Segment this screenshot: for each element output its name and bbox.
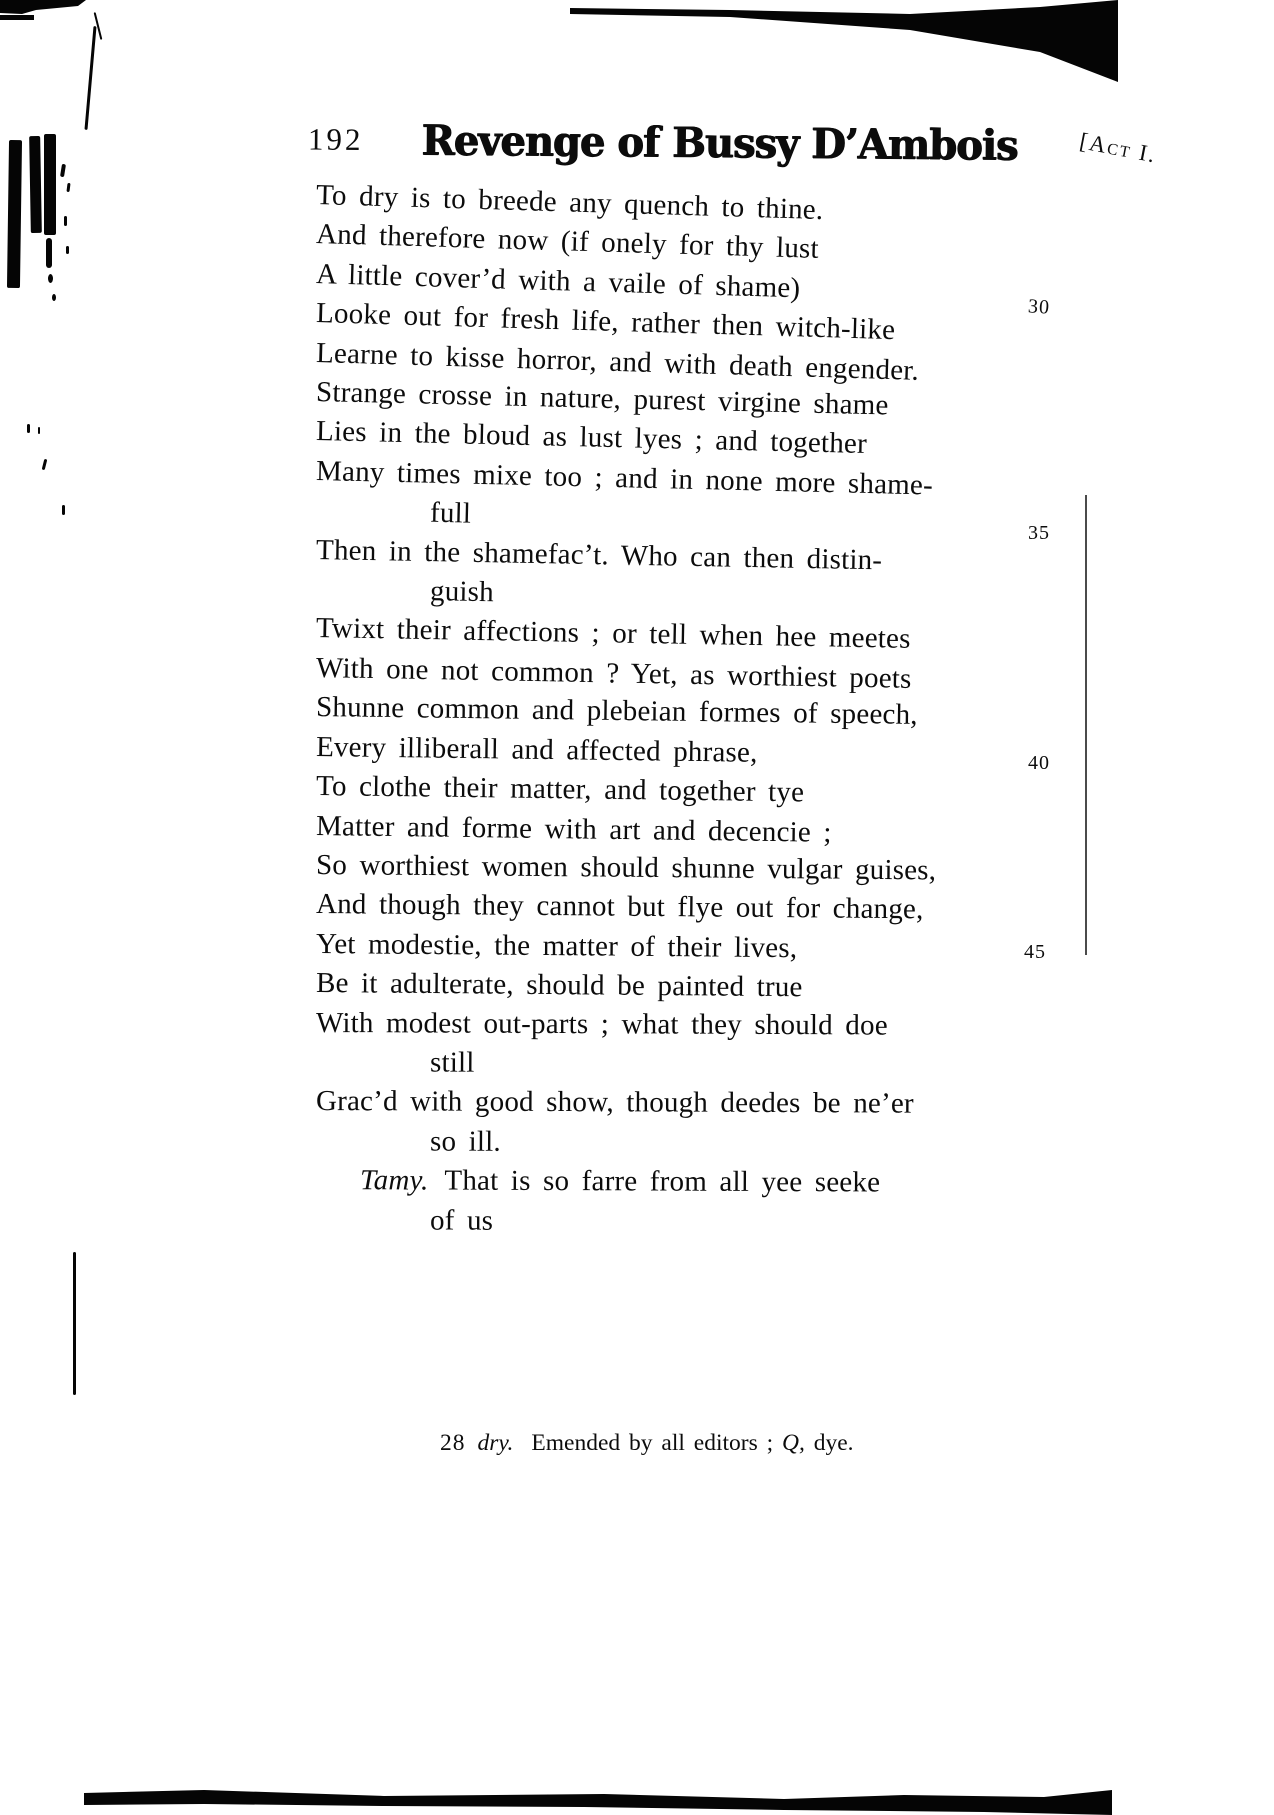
footnote-note: Emended by all editors ;: [531, 1430, 774, 1456]
footnote-line-ref: 28: [440, 1430, 466, 1456]
poem-line: Tamy. That is so farre from all yee seeke: [359, 1164, 881, 1199]
poem-line: still: [429, 1046, 475, 1079]
line-number: 30: [1027, 295, 1051, 319]
ink-speck: [66, 246, 69, 254]
page-number: 192: [307, 121, 364, 157]
poem-line: Looke out for fresh life, rather then witch-like: [315, 297, 896, 347]
poem-line: A little cover’d with a vaile of shame): [315, 257, 801, 305]
ink-speck: [66, 183, 70, 192]
ink-speck: [64, 216, 67, 226]
line-number: 40: [1028, 752, 1050, 774]
ink-speck: [27, 424, 30, 433]
hairline-scratch: [94, 12, 103, 40]
poem-line: With modest out-parts ; what they should doe: [315, 1006, 888, 1042]
poem-line: So worthiest women should shunne vulgar guises,: [315, 848, 937, 887]
footnote-lemma: dry.: [477, 1430, 514, 1456]
running-head: [308, 116, 1068, 170]
footnote-note: dye.: [813, 1430, 854, 1456]
ink-speck: [38, 427, 40, 434]
speaker-name: Tamy.: [359, 1164, 429, 1197]
poem-line: And therefore now (if onely for thy lust: [315, 218, 820, 266]
binding-ink-mark: [46, 238, 52, 268]
poem-line: so ill.: [429, 1125, 501, 1158]
poem-line: of us: [429, 1204, 494, 1237]
poem-line: Shunne common and plebeian formes of speech,: [315, 691, 918, 732]
poem-line: To dry is to breede any quench to thine.: [315, 179, 824, 227]
poem-line: Grac’d with good show, though deedes be ne’er: [315, 1085, 914, 1120]
poem-line: full: [429, 496, 472, 530]
poem-line: Be it adulterate, should be painted true: [315, 967, 803, 1004]
footnote-siglum: Q,: [782, 1430, 805, 1456]
act-label: [Act I.: [1077, 128, 1159, 168]
poem-line: With one not common ? Yet, as worthiest poets: [315, 651, 912, 695]
shadow-wedge-top-right: [570, 0, 1118, 86]
poem-line: Learne to kisse horror, and with death engender.: [315, 336, 920, 387]
poem-line: Twixt their affections ; or tell when hee meetes: [315, 612, 911, 656]
ink-speck: [62, 505, 65, 515]
line-number: 45: [1024, 941, 1046, 963]
line-number: 35: [1028, 522, 1050, 544]
poem-line: And though they cannot but flye out for change,: [315, 888, 924, 926]
ink-speck: [60, 164, 66, 177]
binding-ink-mark: [29, 136, 42, 233]
poem-line: Matter and forme with art and decencie ;: [315, 809, 832, 849]
poem-line: Every illiberall and affected phrase,: [315, 730, 758, 769]
binding-ink-mark: [7, 140, 22, 288]
poem-line: To clothe their matter, and together tye: [315, 770, 805, 809]
poem-line: Lies in the bloud as lust lyes ; and together: [315, 415, 868, 461]
binding-ink-mark: [44, 134, 56, 235]
ink-speck: [42, 459, 48, 470]
poem-line: Strange crosse in nature, purest virgine shame: [315, 376, 889, 422]
poem-line: Many times mixe too ; and in none more shame-: [315, 454, 934, 502]
hairline-scratch: [73, 1252, 76, 1395]
hairline-scratch: [84, 26, 96, 130]
poem: [316, 176, 1056, 1240]
poem-line: Then in the shamefac’t. Who can then distin-: [315, 533, 883, 577]
running-title: Revenge of Bussy D’Ambois: [421, 116, 1018, 171]
poem-line: Yet modestie, the matter of their lives,: [315, 927, 798, 964]
poem-line: guish: [429, 575, 495, 609]
shadow-band-bottom: [84, 1790, 1114, 1815]
ink-speck: [52, 294, 56, 301]
footnote: [440, 1430, 854, 1457]
torn-edge-mark-top-left: [0, 0, 92, 22]
ink-speck: [48, 274, 53, 283]
hairline-scratch: [1085, 495, 1087, 955]
